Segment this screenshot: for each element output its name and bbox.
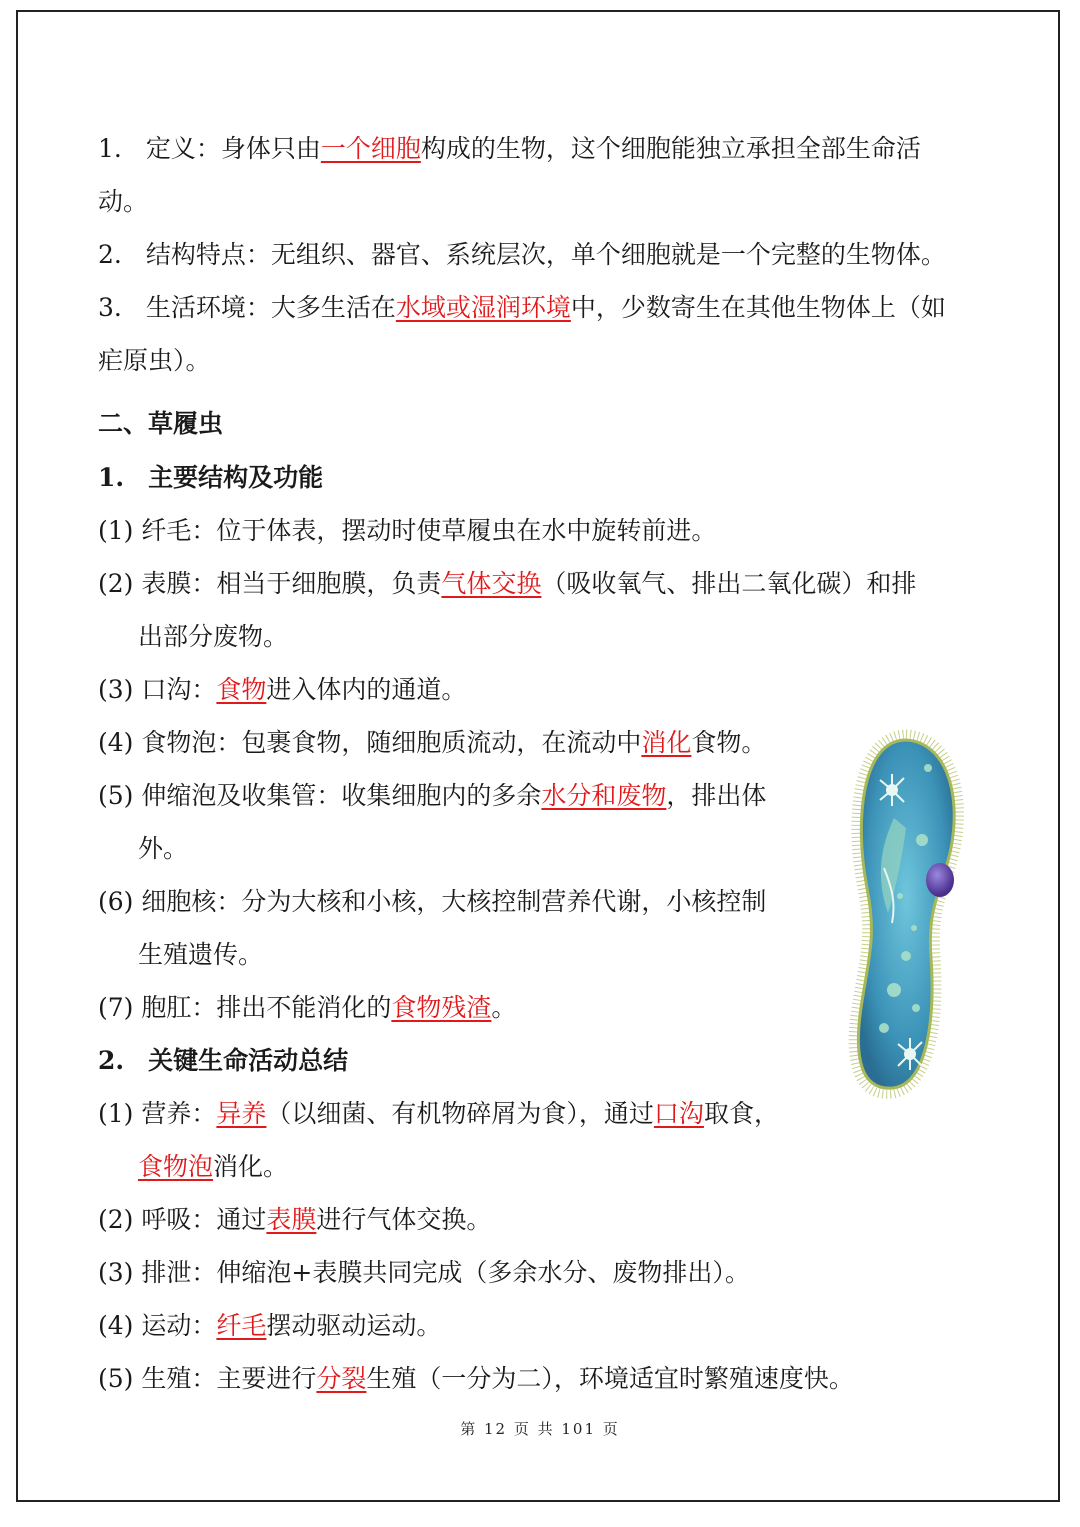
structure-pellicle: [98, 567, 916, 601]
activity-text: 取食，: [703, 1099, 779, 1128]
list-number: (2): [98, 1205, 134, 1234]
item-number: 1.: [98, 134, 122, 163]
structure-text-cont: 食物。: [691, 728, 767, 757]
structure-text: 食物泡：包裹食物，随细胞质流动，在流动中: [141, 728, 642, 757]
definition-continuation: 动。: [98, 187, 149, 216]
structure-text: 细胞核：分为大核和小核，大核控制营养代谢，小核控制: [141, 887, 767, 916]
list-number: (5): [98, 1364, 134, 1393]
list-number: (6): [98, 887, 134, 916]
paramecium-illustration: [836, 728, 976, 1100]
structure-feature-item: [98, 238, 946, 272]
activity-nutrition-cont: [138, 1150, 288, 1184]
list-number: (1): [98, 516, 134, 545]
list-number: (4): [98, 728, 134, 757]
structure-text: 胞肛：排出不能消化的: [141, 993, 392, 1022]
item-number: 2.: [98, 240, 122, 269]
activity-text: 营养：: [141, 1099, 217, 1128]
structure-nucleus-cont: 生殖遗传。: [138, 940, 264, 969]
subsection-structure-heading: [98, 461, 323, 495]
structure-cilia: [98, 514, 716, 548]
structure-text-cont: 。: [491, 993, 517, 1022]
subsection-title: 主要结构及功能: [148, 463, 324, 492]
highlight-oral-groove: 口沟: [653, 1099, 704, 1128]
activity-text: 呼吸：通过: [141, 1205, 267, 1234]
structure-text: 伸缩泡及收集管：收集细胞内的多余: [141, 781, 542, 810]
structure-text-cont: （吸收氧气、排出二氧化碳）和排: [541, 569, 917, 598]
subsection-number: 1.: [98, 463, 125, 492]
list-number: (3): [98, 675, 134, 704]
activity-text: 摆动驱动运动。: [266, 1311, 442, 1340]
activity-text: （以细菌、有机物碎屑为食），通过: [266, 1099, 654, 1128]
cell-body: [858, 740, 954, 1088]
structure-text: 口沟：: [141, 675, 217, 704]
highlight-one-cell: 一个细胞: [320, 134, 421, 163]
list-number: (4): [98, 1311, 134, 1340]
structure-contractile-vacuole: [98, 779, 766, 813]
subsection-number: 2.: [98, 1046, 125, 1075]
activity-excretion: [98, 1256, 750, 1290]
highlight-fission: 分裂: [316, 1364, 367, 1393]
macronucleus: [926, 863, 954, 897]
highlight-water-environment: 水域或湿润环境: [395, 293, 571, 322]
activity-movement: [98, 1309, 441, 1343]
habitat-continuation: 疟原虫）。: [98, 346, 211, 375]
highlight-food-residue: 食物残渣: [391, 993, 492, 1022]
structure-text-cont: ，排出体: [666, 781, 767, 810]
structure-text: 纤毛：位于体表，摆动时使草履虫在水中旋转前进。: [141, 516, 717, 545]
structure-feature-text: 结构特点：无组织、器官、系统层次，单个细胞就是一个完整的生物体。: [145, 240, 946, 269]
definition-text: 定义：身体只由: [145, 134, 321, 163]
highlight-water-waste: 水分和废物: [541, 781, 667, 810]
highlight-food: 食物: [216, 675, 267, 704]
list-number: (3): [98, 1258, 134, 1287]
activity-text: 生殖（一分为二），环境适宜时繁殖速度快。: [366, 1364, 854, 1393]
subsection-activities-heading: [98, 1044, 348, 1078]
structure-contractile-vacuole-cont: 外。: [138, 834, 189, 863]
habitat-text-cont: 中，少数寄生在其他生物体上（如: [570, 293, 946, 322]
activity-respiration: [98, 1203, 491, 1237]
structure-oral-groove: [98, 673, 466, 707]
page-footer: 第 12 页 共 101 页: [460, 1420, 620, 1438]
highlight-heterotrophic: 异养: [216, 1099, 267, 1128]
list-number: (7): [98, 993, 134, 1022]
section-title-paramecium: 二、草履虫: [98, 409, 224, 438]
activity-text: 生殖：主要进行: [141, 1364, 317, 1393]
structure-text: 表膜：相当于细胞膜，负责: [141, 569, 442, 598]
habitat-text: 生活环境：大多生活在: [145, 293, 396, 322]
structure-text-cont: 进入体内的通道。: [266, 675, 467, 704]
highlight-gas-exchange: 气体交换: [441, 569, 542, 598]
activity-text: 运动：: [141, 1311, 217, 1340]
activity-text: 排泄：伸缩泡+表膜共同完成（多余水分、废物排出）。: [141, 1258, 750, 1287]
habitat-item: [98, 291, 946, 325]
activity-text: 消化。: [213, 1152, 289, 1181]
structure-pellicle-cont: 出部分废物。: [138, 622, 289, 651]
highlight-food-vacuole: 食物泡: [138, 1152, 214, 1181]
definition-item: [98, 132, 921, 166]
highlight-pellicle: 表膜: [266, 1205, 317, 1234]
highlight-cilia: 纤毛: [216, 1311, 267, 1340]
list-number: (1): [98, 1099, 134, 1128]
subsection-title: 关键生命活动总结: [148, 1046, 349, 1075]
activity-reproduction: [98, 1362, 854, 1396]
structure-food-vacuole: [98, 726, 766, 760]
structure-nucleus: [98, 885, 766, 919]
highlight-digestion: 消化: [641, 728, 692, 757]
list-number: (5): [98, 781, 134, 810]
item-number: 3.: [98, 293, 122, 322]
activity-nutrition: [98, 1097, 779, 1131]
definition-text-cont: 构成的生物，这个细胞能独立承担全部生命活: [420, 134, 921, 163]
list-number: (2): [98, 569, 134, 598]
activity-text: 进行气体交换。: [316, 1205, 492, 1234]
structure-anal-pore: [98, 991, 516, 1025]
